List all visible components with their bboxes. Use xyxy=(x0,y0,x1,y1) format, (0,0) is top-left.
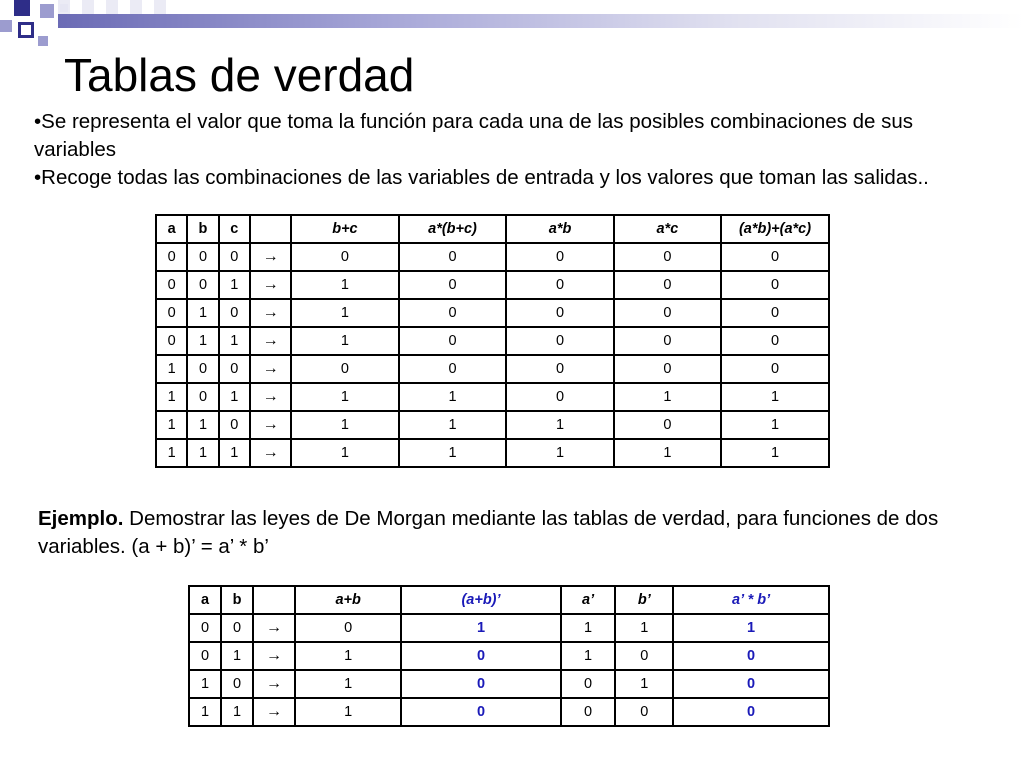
table-cell: 1 xyxy=(295,698,401,726)
table-cell: 0 xyxy=(156,299,187,327)
table-cell: 0 xyxy=(401,670,560,698)
column-header: c xyxy=(219,215,250,243)
table-cell: 1 xyxy=(399,411,507,439)
table-cell: 0 xyxy=(219,411,250,439)
table-cell: 0 xyxy=(189,614,221,642)
example-label: Ejemplo. xyxy=(38,507,124,530)
table-cell: 0 xyxy=(614,299,721,327)
column-header: b xyxy=(221,586,253,614)
bullet-item: •Se representa el valor que toma la función para cada una de las posibles combinaciones de sus variables xyxy=(34,110,913,161)
table-cell: 1 xyxy=(221,698,253,726)
table-row xyxy=(189,642,829,670)
arrow-icon: → xyxy=(250,383,291,411)
table-cell: 0 xyxy=(561,698,616,726)
table-cell: 0 xyxy=(219,299,250,327)
table-cell: 1 xyxy=(187,411,218,439)
table-row xyxy=(156,243,829,271)
table-cell: 0 xyxy=(399,271,507,299)
decor-square xyxy=(0,20,12,32)
page-title: Tablas de verdad xyxy=(64,49,415,101)
table-cell: 1 xyxy=(156,411,187,439)
example-text: Demostrar las leyes de De Morgan mediante las tablas de verdad, para funciones de dos variables. (a + b)’ = a’ * b’ xyxy=(38,507,939,558)
table-cell: 0 xyxy=(156,243,187,271)
column-header xyxy=(250,215,291,243)
table-cell: 1 xyxy=(291,271,398,299)
column-header: a’ xyxy=(561,586,616,614)
table-row xyxy=(156,439,829,467)
column-header xyxy=(253,586,295,614)
table-cell: 0 xyxy=(187,271,218,299)
arrow-icon: → xyxy=(250,327,291,355)
truth-table-distributive xyxy=(155,214,830,468)
table-cell: 0 xyxy=(221,670,253,698)
column-header: b xyxy=(187,215,218,243)
table-cell: 1 xyxy=(614,439,721,467)
table-cell: 0 xyxy=(673,698,829,726)
column-header: b’ xyxy=(615,586,673,614)
table-cell: 0 xyxy=(399,299,507,327)
table-row xyxy=(189,670,829,698)
decor-square xyxy=(40,4,54,18)
table-cell: 0 xyxy=(506,355,613,383)
column-header: a xyxy=(189,586,221,614)
table-cell: 1 xyxy=(291,383,398,411)
table-cell: 0 xyxy=(506,271,613,299)
column-header: a*c xyxy=(614,215,721,243)
table-cell: 1 xyxy=(156,355,187,383)
table-cell: 1 xyxy=(401,614,560,642)
arrow-icon: → xyxy=(250,439,291,467)
column-header: a+b xyxy=(295,586,401,614)
arrow-icon: → xyxy=(253,642,295,670)
column-header: a xyxy=(156,215,187,243)
table-cell: 1 xyxy=(219,383,250,411)
table-cell: 0 xyxy=(291,355,398,383)
table-cell: 1 xyxy=(219,327,250,355)
table-cell: 0 xyxy=(156,327,187,355)
column-header: (a+b)’ xyxy=(401,586,560,614)
table-cell: 0 xyxy=(614,271,721,299)
table-cell: 1 xyxy=(561,642,616,670)
column-header: (a*b)+(a*c) xyxy=(721,215,829,243)
table-row xyxy=(156,355,829,383)
table-cell: 0 xyxy=(401,698,560,726)
table-cell: 0 xyxy=(506,383,613,411)
arrow-icon: → xyxy=(250,243,291,271)
table-cell: 0 xyxy=(673,670,829,698)
column-header: b+c xyxy=(291,215,398,243)
arrow-icon: → xyxy=(250,411,291,439)
decor-square xyxy=(38,36,48,46)
table-cell: 0 xyxy=(295,614,401,642)
table-cell: 1 xyxy=(295,642,401,670)
header-band xyxy=(58,14,1024,28)
table-cell: 0 xyxy=(399,355,507,383)
table-cell: 1 xyxy=(561,614,616,642)
table-cell: 1 xyxy=(291,411,398,439)
table-cell: 0 xyxy=(561,670,616,698)
table-cell: 1 xyxy=(291,299,398,327)
arrow-icon: → xyxy=(253,614,295,642)
decor-square xyxy=(14,0,30,16)
table-cell: 0 xyxy=(614,243,721,271)
bullet-list xyxy=(34,108,984,192)
table-cell: 0 xyxy=(721,299,829,327)
table-cell: 1 xyxy=(721,383,829,411)
table-cell: 1 xyxy=(219,271,250,299)
table-header-row xyxy=(189,586,829,614)
header-band-cells xyxy=(58,0,178,14)
table-cell: 1 xyxy=(156,439,187,467)
table-cell: 0 xyxy=(721,243,829,271)
table-cell: 0 xyxy=(156,271,187,299)
arrow-icon: → xyxy=(250,355,291,383)
arrow-icon: → xyxy=(253,670,295,698)
table-cell: 0 xyxy=(291,243,398,271)
decor-square-outline xyxy=(18,22,34,38)
table-row xyxy=(156,299,829,327)
table-cell: 0 xyxy=(187,383,218,411)
table-cell: 0 xyxy=(614,327,721,355)
table-cell: 1 xyxy=(291,327,398,355)
table-cell: 1 xyxy=(187,439,218,467)
column-header: a*(b+c) xyxy=(399,215,507,243)
table-cell: 0 xyxy=(506,299,613,327)
table-cell: 1 xyxy=(399,439,507,467)
table-cell: 1 xyxy=(721,411,829,439)
table-cell: 0 xyxy=(187,355,218,383)
table-cell: 0 xyxy=(219,355,250,383)
table-cell: 1 xyxy=(614,383,721,411)
table-cell: 0 xyxy=(615,642,673,670)
table-cell: 0 xyxy=(506,243,613,271)
table-cell: 0 xyxy=(721,271,829,299)
column-header: a’ * b’ xyxy=(673,586,829,614)
arrow-icon: → xyxy=(253,698,295,726)
table-cell: 0 xyxy=(187,243,218,271)
table-cell: 1 xyxy=(189,670,221,698)
table-cell: 1 xyxy=(187,299,218,327)
table-row xyxy=(189,614,829,642)
table-row xyxy=(156,383,829,411)
table-cell: 0 xyxy=(614,411,721,439)
table-cell: 1 xyxy=(291,439,398,467)
table-cell: 0 xyxy=(673,642,829,670)
table-cell: 1 xyxy=(399,383,507,411)
column-header: a*b xyxy=(506,215,613,243)
table-cell: 1 xyxy=(219,439,250,467)
table-cell: 0 xyxy=(506,327,613,355)
table-row xyxy=(189,698,829,726)
table-cell: 0 xyxy=(399,243,507,271)
table-cell: 0 xyxy=(614,355,721,383)
truth-table-de-morgan xyxy=(188,585,830,727)
table-cell: 0 xyxy=(721,355,829,383)
table-cell: 0 xyxy=(401,642,560,670)
table-row xyxy=(156,327,829,355)
table-cell: 0 xyxy=(219,243,250,271)
arrow-icon: → xyxy=(250,299,291,327)
arrow-icon: → xyxy=(250,271,291,299)
table-cell: 1 xyxy=(721,439,829,467)
table-cell: 1 xyxy=(615,614,673,642)
table-cell: 1 xyxy=(506,439,613,467)
example-paragraph xyxy=(38,505,998,561)
table-header-row xyxy=(156,215,829,243)
table-cell: 0 xyxy=(189,642,221,670)
table-cell: 1 xyxy=(156,383,187,411)
table-cell: 0 xyxy=(399,327,507,355)
table-cell: 1 xyxy=(221,642,253,670)
table-cell: 0 xyxy=(615,698,673,726)
bullet-item: •Recoge todas las combinaciones de las variables de entrada y los valores que toman las salidas.. xyxy=(34,166,929,189)
table-cell: 0 xyxy=(721,327,829,355)
table-cell: 1 xyxy=(506,411,613,439)
table-cell: 1 xyxy=(673,614,829,642)
table-row xyxy=(156,411,829,439)
table-cell: 1 xyxy=(189,698,221,726)
table-cell: 1 xyxy=(615,670,673,698)
table-cell: 1 xyxy=(187,327,218,355)
table-cell: 1 xyxy=(295,670,401,698)
table-row xyxy=(156,271,829,299)
table-cell: 0 xyxy=(221,614,253,642)
